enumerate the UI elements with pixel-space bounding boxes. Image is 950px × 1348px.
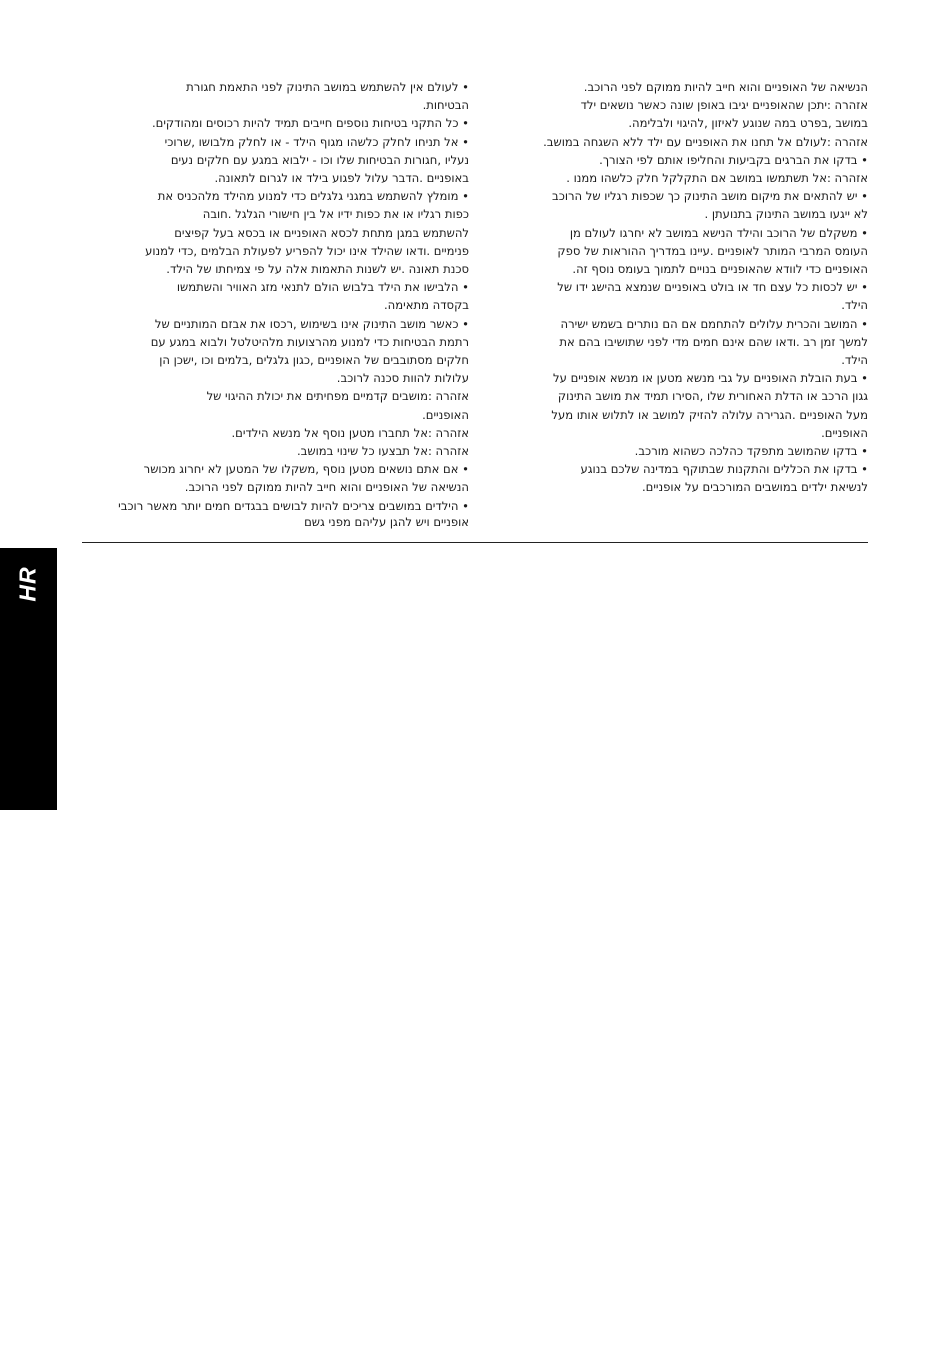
text-line: באופניים .הדבר עלול לפגוע בילד או לגרום לתאונה. — [214, 171, 469, 186]
text-line: חלקים מסתובבים של האופניים ,כגון גלגלים ,בלמים וכו ,ישכן הן — [159, 353, 469, 368]
text-line: הילד. — [841, 353, 868, 368]
text-line: למשך זמן רב .ודאו שהם אינם חמים מדי לפני שתושיבו בהם את — [559, 334, 868, 349]
text-line: עלולות להוות סכנה לרוכב. — [336, 371, 469, 386]
text-line: אזהרה :אל תשתמשו במושב אם התקלקל חלק כלשהו ממנו . — [566, 171, 868, 186]
text-line: אזהרה :מושבים קדמיים מפחיתים את יכולת ההיגוי של — [206, 389, 469, 404]
text-line: להשתמש במגן מתחת לכסא האופניים או בכסא בעל קפיצים — [174, 225, 469, 240]
text-line: • בדקו את הברגים בקביעות והחליפו אותם לפי הצורך. — [599, 152, 868, 167]
language-tab-label: HR — [14, 566, 41, 602]
text-line: העומס המרבי המותר לאופניים .עיינו במדריך ההוראות של ספק — [557, 243, 868, 258]
text-line: אזהרה :יתכן שהאופניים יגיבו באופן שונה כאשר נושאים ילד — [580, 98, 868, 113]
text-line: • בעת הובלת האופניים על גבי מנשא מטען או מנשא אופניים על — [553, 371, 868, 386]
left-text-column — [88, 78, 469, 531]
text-line: האופניים כדי לוודא שהאופניים בנויים לתמוך בעומס נוסף זה. — [572, 262, 868, 277]
text-line: • אם אתם נושאים מטען נוסף ,משקלו של המטען לא יחרוג מכושר — [143, 462, 469, 477]
text-line: • יש להתאים את מיקום מושב התינוק כך שכפות רגליו של הרוכב — [552, 189, 868, 204]
text-line: • כאשר מושב התינוק אינו בשימוש ,רכסו את אבזם המותניים של — [154, 316, 469, 331]
text-line: • בדקו את הכללים והתקנות שבתוקף במדינה שלכם בנוגע — [580, 462, 868, 477]
text-line: הנשיאה של האופניים והוא חייב להיות ממוקם לפני הרוכב. — [184, 480, 469, 495]
text-line: • הילדים במושבים צריכים להיות לבושים בבגדים חמים יותר מאשר רוכבי — [118, 498, 469, 513]
text-line: אופניים ויש להגן עליהם מפני גשם — [304, 514, 469, 529]
text-line: נעליו ,חגורות הבטיחות שלו וכו - ילבוא במגע עם חלקים נעים — [170, 152, 469, 167]
text-line: • בדקו שהמושב מתפקד כהלכה כשהוא מורכב. — [634, 444, 868, 459]
text-line: • המושב והכרית עלולים להתחמם אם הם נותרים בשמש ישירה — [560, 316, 868, 331]
text-line: • משקלם של הרוכב והילד הנישא במושב לא יחרגו לעולם מן — [569, 225, 868, 240]
text-line: • כל התקני בטיחות נוספים חייבים תמיד להיות רכוסים ומהודקים. — [151, 116, 469, 131]
text-line: • אל תניחו לחלק כלשהו מגוף הילד - או לחלק מלבושו ,שרוכי — [164, 134, 469, 149]
text-line: לא ייגעו במושב התינוק בתנועתן . — [704, 207, 868, 222]
text-line: במושב ,בפרט במה שנוגע לאיזון ,להיגוי ולבלימה. — [628, 116, 868, 131]
text-line: רתמת הבטיחות כדי למנוע מהרצועות מלהיטלטל ולבוא במגע עם — [150, 334, 469, 349]
text-line: האופניים. — [821, 425, 868, 440]
text-line: מעל האופניים .הגרירה עלולה להזיק למושב או לתלוש אותו מעל — [551, 407, 868, 422]
text-line: הבטיחות. — [422, 98, 469, 113]
text-line: בקסדה מתאימה. — [383, 298, 469, 313]
text-line: הנשיאה של האופניים והוא חייב להיות ממוקם לפני הרוכב. — [583, 80, 868, 94]
text-line: האופניים. — [422, 407, 469, 422]
language-side-tab — [0, 548, 57, 810]
text-line: • יש לכסות כל עצם חד או בולט באופניים שנמצא בהישג ידו של — [557, 280, 868, 295]
horizontal-divider — [82, 542, 868, 543]
text-line: סכנת תאונה .יש לשנות התאמות אלה על פי צמיחתו של הילד. — [166, 262, 469, 277]
text-line: אזהרה :אל תחברו מטען נוסף אל מנשא הילדים. — [231, 425, 469, 440]
text-line: גגון הרכב או הדלת האחורית שלו ,הסירו תמיד את מושב התינוק — [557, 389, 868, 404]
right-text-column — [512, 78, 868, 497]
text-line: • לעולם אין להשתמש במושב התינוק לפני התאמת חגורת — [186, 80, 469, 94]
text-line: אזהרה :לעולם אל תחנו את האופניים עם ילד ללא השגחה במושב. — [543, 134, 868, 149]
text-line: אזהרה :אל תבצעו כל שינוי במושב. — [296, 444, 469, 459]
text-line: הילד. — [841, 298, 868, 313]
text-line: פנימיים .ודאו שהילד אינו יכול להפריע לפעולת הבלמים ,כדי למנוע — [145, 243, 469, 258]
text-line: לנשיאת ילדים במושבים המורכבים על אופניים. — [641, 480, 868, 495]
text-line: • מומלץ להשתמש במגני גלגלים כדי למנוע מהילד מלהכניס את — [157, 189, 469, 204]
text-line: • הלבישו את הילד בלבוש הולם לתנאי מזג האוויר והשתמשו — [176, 280, 469, 295]
text-line: כפות רגליו או את כפות ידיו אל בין חישורי הגלגל .חובה — [202, 207, 469, 222]
